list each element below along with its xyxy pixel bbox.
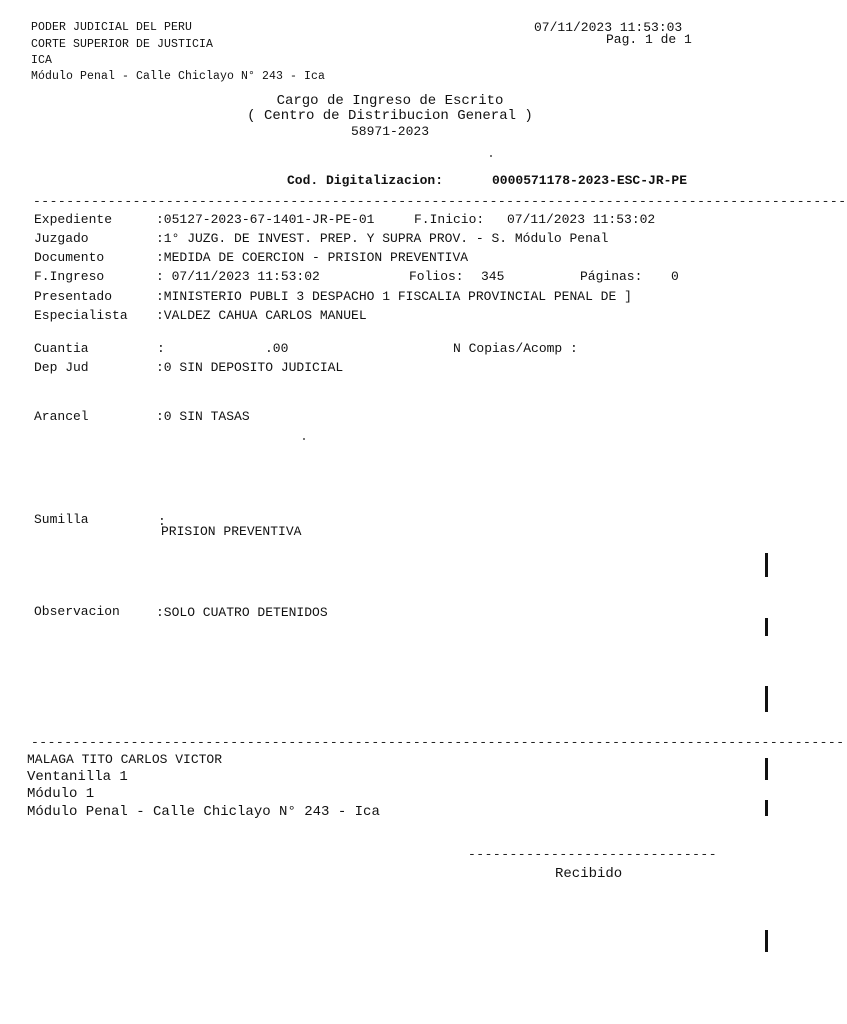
documento-label: Documento bbox=[34, 250, 105, 265]
paginas-label: Páginas: bbox=[580, 269, 643, 284]
presentado-value: :MINISTERIO PUBLI 3 DESPACHO 1 FISCALIA PROVINCIAL PENAL DE ] bbox=[156, 289, 632, 304]
folios-value: 345 bbox=[481, 269, 505, 284]
sumilla-colon: : bbox=[158, 514, 166, 529]
top-separator: -------------------------------------------------------------------------------------------------- bbox=[33, 194, 847, 209]
juzgado-label: Juzgado bbox=[34, 231, 89, 246]
copias-label: N Copias/Acomp : bbox=[453, 341, 578, 356]
scan-speck bbox=[303, 438, 305, 440]
fingreso-value: : 07/11/2023 11:53:02 bbox=[156, 269, 320, 284]
paginas-value: 0 bbox=[671, 269, 679, 284]
org-line-2: CORTE SUPERIOR DE JUSTICIA bbox=[31, 38, 214, 51]
fingreso-label: F.Ingreso bbox=[34, 269, 105, 284]
clerk-name: MALAGA TITO CARLOS VICTOR bbox=[27, 752, 223, 767]
especialista-value: :VALDEZ CAHUA CARLOS MANUEL bbox=[156, 308, 367, 323]
observacion-value: :SOLO CUATRO DETENIDOS bbox=[156, 605, 328, 620]
header-location: Módulo Penal - Calle Chiclayo N° 243 - Ica bbox=[31, 70, 326, 83]
scan-edge-mark bbox=[765, 553, 768, 577]
sumilla-value: PRISION PREVENTIVA bbox=[161, 524, 302, 539]
expediente-label: Expediente bbox=[34, 212, 113, 227]
signature-line: ------------------------------ bbox=[468, 847, 718, 862]
sumilla-label: Sumilla bbox=[34, 512, 89, 527]
document-title: Cargo de Ingreso de Escrito bbox=[276, 93, 504, 109]
scan-edge-mark bbox=[765, 758, 768, 780]
received-label: Recibido bbox=[555, 866, 623, 882]
cuantia-value: .00 bbox=[265, 341, 289, 356]
bottom-separator: -------------------------------------------------------------------------------------------------- bbox=[31, 735, 845, 750]
org-line-1: PODER JUDICIAL DEL PERU bbox=[31, 21, 193, 34]
folios-label: Folios: bbox=[409, 269, 464, 284]
print-datetime: 07/11/2023 11:53:03 bbox=[534, 20, 683, 35]
digitalization-code: 0000571178-2023-ESC-JR-PE bbox=[492, 173, 688, 188]
observacion-label: Observacion bbox=[34, 604, 120, 619]
scan-speck bbox=[490, 155, 492, 157]
cuantia-label: Cuantia bbox=[34, 341, 89, 356]
scan-edge-mark bbox=[765, 618, 768, 636]
finicio-value: 07/11/2023 11:53:02 bbox=[507, 212, 656, 227]
scan-edge-mark bbox=[765, 686, 768, 712]
modulo: Módulo 1 bbox=[27, 786, 95, 802]
depjud-value: :0 SIN DEPOSITO JUDICIAL bbox=[156, 360, 344, 375]
finicio-label: F.Inicio: bbox=[414, 212, 485, 227]
arancel-value: :0 SIN TASAS bbox=[156, 409, 250, 424]
documento-value: :MEDIDA DE COERCION - PRISION PREVENTIVA bbox=[156, 250, 469, 265]
footer-location: Módulo Penal - Calle Chiclayo N° 243 - Ica bbox=[27, 804, 380, 820]
presentado-label: Presentado bbox=[34, 289, 113, 304]
org-line-3: ICA bbox=[31, 54, 53, 67]
ventanilla: Ventanilla 1 bbox=[27, 769, 128, 785]
depjud-label: Dep Jud bbox=[34, 360, 89, 375]
digitalization-label: Cod. Digitalizacion: bbox=[287, 173, 444, 188]
scan-edge-mark bbox=[765, 930, 768, 952]
scan-edge-mark bbox=[765, 800, 768, 816]
juzgado-value: :1° JUZG. DE INVEST. PREP. Y SUPRA PROV. - S. Módulo Penal bbox=[156, 231, 609, 246]
arancel-label: Arancel bbox=[34, 409, 89, 424]
expediente-value: :05127-2023-67-1401-JR-PE-01 bbox=[156, 212, 375, 227]
document-subtitle: ( Centro de Distribucion General ) bbox=[247, 108, 533, 124]
document-number: 58971-2023 bbox=[350, 124, 429, 139]
page-number: Pag. 1 de 1 bbox=[606, 32, 692, 47]
cuantia-colon: : bbox=[157, 341, 165, 356]
especialista-label: Especialista bbox=[34, 308, 128, 323]
